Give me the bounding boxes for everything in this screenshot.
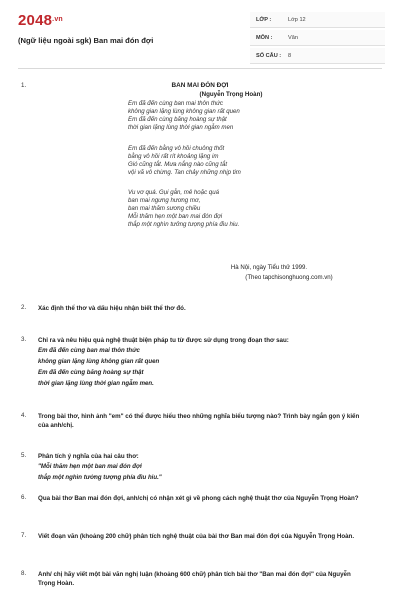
poem-place-date: Hà Nội, ngày Tiểu thử 1999. xyxy=(230,264,308,271)
meta-key: SỐ CÂU : xyxy=(256,52,282,59)
poem-line: bằng vô hồi rất rít khoảng lặng im xyxy=(128,152,219,160)
poem-stanza xyxy=(128,189,239,229)
question-text xyxy=(38,570,368,588)
question-prompt: Anh/ chị hãy viết một bài văn nghị luận (khoảng 600 chữ) phân tích bài thơ "Ban mai đón đợi" của Nguyễn Trọng Hoàn. xyxy=(38,571,351,587)
meta-key: LỚP : xyxy=(256,16,272,23)
question-prompt: Viết đoạn văn (khoảng 200 chữ) phân tích nghệ thuật của bài thơ Ban mai đón đợi của Nguyễn Trọng Hoàn. xyxy=(38,533,355,540)
meta-row-count xyxy=(250,48,385,64)
question-number: 2. xyxy=(21,304,27,311)
quote-line: Em đã đến cùng băng hoàng sự thật xyxy=(38,369,144,376)
poem-line: Em đã đến cùng băng hoàng sự thật xyxy=(128,115,227,123)
poem-line: Em đã đến bằng vô hồi chuông thốt xyxy=(128,145,225,152)
question-number: 4. xyxy=(21,412,27,419)
meta-key: MÔN : xyxy=(256,34,273,41)
quote-line: thắp một nghìn tưởng tượng phía đìu hiu." xyxy=(38,474,162,481)
meta-row-subject xyxy=(250,30,385,46)
question-prompt: Xác định thể thơ và dấu hiệu nhận biết thể thơ đó. xyxy=(38,305,186,312)
poem-line: thời gian lặng lùng thời gian ngẫm men xyxy=(128,123,234,131)
question-prompt: Chỉ ra và nêu hiệu quả nghệ thuật biện pháp tu từ được sử dụng trong đoạn thơ sau: xyxy=(38,337,289,344)
poem-line: không gian lặng lùng không gian rất quen xyxy=(128,107,240,115)
question-prompt: Trong bài thơ, hình ảnh "em" có thể được hiểu theo những nghĩa biểu tượng nào? Trình bày ngắn gọn ý kiến của anh/chị. xyxy=(38,413,360,429)
header-divider xyxy=(18,68,382,69)
quote-line: "Mỗi thăm hẹn một ban mai đón đợi xyxy=(38,463,142,470)
poem-line: ban mai thăm sương chiều xyxy=(128,204,201,212)
question-number: 3. xyxy=(21,336,27,343)
question-text xyxy=(38,412,368,430)
question-number: 1. xyxy=(21,82,27,89)
question-number: 8. xyxy=(21,570,27,577)
poem-author: (Nguyễn Trọng Hoàn) xyxy=(199,91,263,98)
quote-line: thời gian lặng lùng thời gian ngẫm men. xyxy=(38,380,154,387)
poem-line: Vu vơ quá. Gụi gẫn, mê hoặc quá xyxy=(128,189,219,196)
question-quote xyxy=(38,461,162,483)
logo-text: 2048 xyxy=(18,12,53,29)
meta-table xyxy=(250,12,385,66)
poem-line: Gió cũng tắt. Mưa nắng nào cũng tắt xyxy=(128,160,228,168)
document-title: (Ngữ liệu ngoài sgk) Ban mai đón đợi xyxy=(18,36,154,45)
meta-value: Văn xyxy=(288,34,298,41)
poem-stanza xyxy=(128,100,240,132)
meta-value: 8 xyxy=(288,52,292,59)
poem-source: (Theo tapchisonghuong.com.vn) xyxy=(245,274,333,281)
poem-title: BAN MAI ĐÓN ĐỢI xyxy=(171,82,229,89)
question-text xyxy=(38,336,368,345)
question-quote xyxy=(38,345,159,389)
question-number: 6. xyxy=(21,494,27,501)
poem-line: Mỗi thăm hẹn một ban mai đón đợi xyxy=(128,212,223,220)
question-text xyxy=(38,494,368,503)
quote-line: Em đã đến cùng ban mai thôn thức xyxy=(38,347,140,354)
logo-tld: .vn xyxy=(52,16,63,23)
site-logo[interactable] xyxy=(18,12,63,29)
poem-line: vội vã vô chừng. Tan chảy những nhịp tim xyxy=(128,168,241,176)
meta-row-class xyxy=(250,12,385,28)
question-prompt: Qua bài thơ Ban mai đón đợi, anh/chị có nhận xét gì về phong cách nghệ thuật thơ của Nguyễn Trọng Hoàn? xyxy=(38,495,359,502)
question-prompt: Phân tích ý nghĩa của hai câu thơ: xyxy=(38,453,139,460)
poem-line: Em đã đến cùng ban mai thôn thức xyxy=(128,100,223,107)
question-text xyxy=(38,304,368,313)
question-text xyxy=(38,452,368,461)
poem-line: ban mai ngưng hương mơ, xyxy=(128,196,201,204)
question-number: 5. xyxy=(21,452,27,459)
question-text xyxy=(38,532,368,541)
poem-stanza xyxy=(128,145,241,177)
poem-line: thắp một nghìn tưởng tượng phía đìu hiu. xyxy=(128,220,240,228)
quote-line: không gian lặng lùng không gian rất quen xyxy=(38,358,160,365)
meta-value: Lớp 12 xyxy=(288,16,306,23)
question-number: 7. xyxy=(21,532,27,539)
